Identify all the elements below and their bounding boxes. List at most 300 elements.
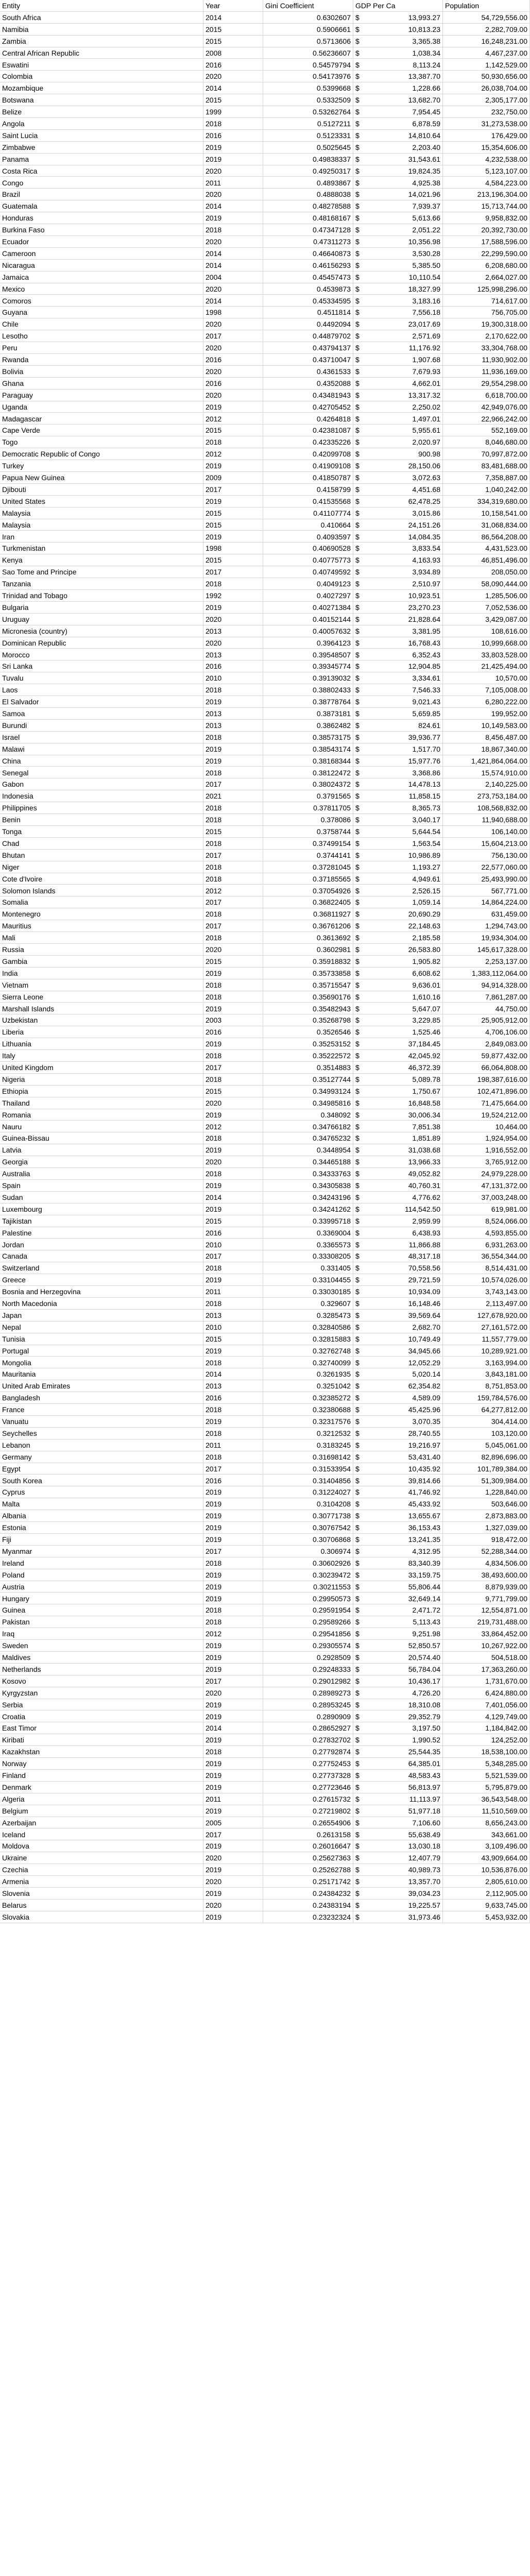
entity-cell[interactable]: Egypt: [0, 1463, 203, 1475]
population-cell[interactable]: 4,706,106.00: [443, 1026, 530, 1038]
gdp-cell[interactable]: [353, 1144, 443, 1156]
year-cell[interactable]: 2019: [203, 1581, 263, 1593]
gini-cell[interactable]: 0.35253152: [263, 1038, 353, 1050]
entity-cell[interactable]: Croatia: [0, 1711, 203, 1723]
population-cell[interactable]: 2,140,225.00: [443, 778, 530, 790]
entity-cell[interactable]: Ghana: [0, 378, 203, 389]
gini-cell[interactable]: 0.27752453: [263, 1758, 353, 1770]
gdp-cell[interactable]: [353, 1086, 443, 1097]
population-cell[interactable]: 103,120.00: [443, 1428, 530, 1439]
year-cell[interactable]: 2010: [203, 1239, 263, 1251]
gini-cell[interactable]: 0.35715547: [263, 979, 353, 991]
gini-cell[interactable]: 0.329607: [263, 1298, 353, 1310]
population-cell[interactable]: 27,161,572.00: [443, 1321, 530, 1333]
gini-cell[interactable]: 0.40152144: [263, 614, 353, 625]
gdp-cell[interactable]: [353, 71, 443, 82]
gini-cell[interactable]: 0.33308205: [263, 1250, 353, 1262]
entity-cell[interactable]: Thailand: [0, 1097, 203, 1109]
entity-cell[interactable]: Mauritius: [0, 920, 203, 932]
entity-cell[interactable]: Peru: [0, 342, 203, 354]
entity-cell[interactable]: Sao Tome and Principe: [0, 566, 203, 578]
year-cell[interactable]: 2020: [203, 1097, 263, 1109]
entity-cell[interactable]: Guatemala: [0, 200, 203, 212]
year-cell[interactable]: 2012: [203, 413, 263, 425]
gdp-cell[interactable]: [353, 1038, 443, 1050]
gdp-cell[interactable]: [353, 401, 443, 413]
year-cell[interactable]: 2018: [203, 838, 263, 850]
entity-cell[interactable]: Hungary: [0, 1593, 203, 1605]
population-cell[interactable]: 19,524,212.00: [443, 1109, 530, 1121]
gini-cell[interactable]: 0.3791565: [263, 790, 353, 802]
year-cell[interactable]: 2017: [203, 1250, 263, 1262]
gini-cell[interactable]: 0.2890909: [263, 1711, 353, 1723]
gini-cell[interactable]: 0.24383194: [263, 1900, 353, 1911]
entity-cell[interactable]: Poland: [0, 1569, 203, 1581]
year-cell[interactable]: 2015: [203, 1086, 263, 1097]
entity-cell[interactable]: Lebanon: [0, 1439, 203, 1451]
population-cell[interactable]: 5,453,932.00: [443, 1911, 530, 1923]
gdp-cell[interactable]: [353, 330, 443, 342]
population-cell[interactable]: 33,864,452.00: [443, 1628, 530, 1640]
gdp-cell[interactable]: [353, 1864, 443, 1876]
gdp-cell[interactable]: [353, 82, 443, 94]
gdp-cell[interactable]: [353, 1475, 443, 1487]
year-cell[interactable]: 2013: [203, 1380, 263, 1392]
gdp-cell[interactable]: [353, 1439, 443, 1451]
year-cell[interactable]: 2018: [203, 979, 263, 991]
entity-cell[interactable]: Mauritania: [0, 1368, 203, 1380]
population-cell[interactable]: 24,979,228.00: [443, 1168, 530, 1180]
year-cell[interactable]: 2019: [203, 531, 263, 543]
gini-cell[interactable]: 0.38168344: [263, 755, 353, 767]
year-cell[interactable]: 2015: [203, 519, 263, 531]
population-cell[interactable]: 33,803,528.00: [443, 649, 530, 661]
population-cell[interactable]: 22,577,060.00: [443, 861, 530, 873]
gini-cell[interactable]: 0.34333763: [263, 1168, 353, 1180]
entity-cell[interactable]: Bosnia and Herzegovina: [0, 1286, 203, 1298]
entity-cell[interactable]: Zambia: [0, 36, 203, 47]
gdp-cell[interactable]: [353, 602, 443, 614]
population-cell[interactable]: 631,459.00: [443, 908, 530, 920]
population-cell[interactable]: 11,940,688.00: [443, 814, 530, 826]
gdp-cell[interactable]: [353, 260, 443, 272]
population-cell[interactable]: 71,475,664.00: [443, 1097, 530, 1109]
year-cell[interactable]: 2018: [203, 802, 263, 814]
year-cell[interactable]: 2019: [203, 1652, 263, 1664]
gdp-cell[interactable]: [353, 12, 443, 24]
year-cell[interactable]: 2013: [203, 625, 263, 637]
gdp-cell[interactable]: [353, 1852, 443, 1864]
entity-cell[interactable]: Gambia: [0, 956, 203, 968]
gini-cell[interactable]: 0.27737328: [263, 1770, 353, 1782]
year-cell[interactable]: 2018: [203, 861, 263, 873]
gdp-cell[interactable]: [353, 1805, 443, 1817]
gdp-cell[interactable]: [353, 531, 443, 543]
gini-cell[interactable]: 0.29589266: [263, 1616, 353, 1628]
entity-cell[interactable]: India: [0, 968, 203, 979]
gdp-cell[interactable]: [353, 1581, 443, 1593]
entity-cell[interactable]: Germany: [0, 1451, 203, 1463]
gdp-cell[interactable]: [353, 1463, 443, 1475]
year-cell[interactable]: 2020: [203, 318, 263, 330]
gdp-cell[interactable]: [353, 460, 443, 472]
gini-cell[interactable]: 0.35482943: [263, 1003, 353, 1015]
population-cell[interactable]: 1,142,529.00: [443, 59, 530, 71]
year-cell[interactable]: 2019: [203, 401, 263, 413]
entity-cell[interactable]: Serbia: [0, 1699, 203, 1711]
gini-cell[interactable]: 0.36761206: [263, 920, 353, 932]
gini-cell[interactable]: 0.44879702: [263, 330, 353, 342]
population-cell[interactable]: 567,771.00: [443, 885, 530, 897]
year-cell[interactable]: 2020: [203, 1852, 263, 1864]
column-header-gdp[interactable]: GDP Per Ca: [353, 0, 443, 12]
gdp-cell[interactable]: [353, 1486, 443, 1498]
gini-cell[interactable]: 0.37499154: [263, 838, 353, 850]
gini-cell[interactable]: 0.40775773: [263, 554, 353, 566]
year-cell[interactable]: 2019: [203, 743, 263, 755]
gdp-cell[interactable]: [353, 236, 443, 248]
population-cell[interactable]: 10,464.00: [443, 1121, 530, 1133]
gdp-cell[interactable]: [353, 354, 443, 366]
population-cell[interactable]: 125,998,296.00: [443, 283, 530, 295]
entity-cell[interactable]: Zimbabwe: [0, 142, 203, 154]
gini-cell[interactable]: 0.35733858: [263, 968, 353, 979]
gini-cell[interactable]: 0.35918832: [263, 956, 353, 968]
gdp-cell[interactable]: [353, 507, 443, 519]
year-cell[interactable]: 2016: [203, 354, 263, 366]
entity-cell[interactable]: Samoa: [0, 708, 203, 720]
year-cell[interactable]: 2012: [203, 1121, 263, 1133]
year-cell[interactable]: 2019: [203, 1416, 263, 1428]
gdp-cell[interactable]: [353, 554, 443, 566]
entity-cell[interactable]: Czechia: [0, 1864, 203, 1876]
population-cell[interactable]: 25,493,990.00: [443, 873, 530, 885]
population-cell[interactable]: 3,743,143.00: [443, 1286, 530, 1298]
gini-cell[interactable]: 0.5025645: [263, 142, 353, 154]
gdp-cell[interactable]: [353, 307, 443, 318]
year-cell[interactable]: 2020: [203, 1900, 263, 1911]
year-cell[interactable]: 2015: [203, 36, 263, 47]
population-cell[interactable]: 10,574,026.00: [443, 1274, 530, 1286]
population-cell[interactable]: 199,952.00: [443, 708, 530, 720]
year-cell[interactable]: 2020: [203, 1687, 263, 1699]
population-cell[interactable]: 7,401,056.00: [443, 1699, 530, 1711]
population-cell[interactable]: 2,282,709.00: [443, 24, 530, 36]
population-cell[interactable]: 58,090,444.00: [443, 578, 530, 590]
entity-cell[interactable]: Senegal: [0, 767, 203, 779]
gini-cell[interactable]: 0.38802433: [263, 684, 353, 696]
gdp-cell[interactable]: [353, 224, 443, 236]
gini-cell[interactable]: 0.27723646: [263, 1782, 353, 1793]
entity-cell[interactable]: Switzerland: [0, 1262, 203, 1274]
year-cell[interactable]: 2018: [203, 767, 263, 779]
gini-cell[interactable]: 0.348092: [263, 1109, 353, 1121]
year-cell[interactable]: 2011: [203, 1793, 263, 1805]
year-cell[interactable]: 2018: [203, 1357, 263, 1369]
gini-cell[interactable]: 0.46156293: [263, 260, 353, 272]
gini-cell[interactable]: 0.27615732: [263, 1793, 353, 1805]
population-cell[interactable]: 11,557,779.00: [443, 1333, 530, 1345]
gdp-cell[interactable]: [353, 1180, 443, 1192]
gdp-cell[interactable]: [353, 1722, 443, 1734]
entity-cell[interactable]: Colombia: [0, 71, 203, 82]
population-cell[interactable]: 304,414.00: [443, 1416, 530, 1428]
gini-cell[interactable]: 0.32840586: [263, 1321, 353, 1333]
population-cell[interactable]: 11,510,569.00: [443, 1805, 530, 1817]
gini-cell[interactable]: 0.32380688: [263, 1404, 353, 1416]
entity-cell[interactable]: Armenia: [0, 1876, 203, 1888]
population-cell[interactable]: 15,604,213.00: [443, 838, 530, 850]
entity-cell[interactable]: Panama: [0, 154, 203, 165]
year-cell[interactable]: 2015: [203, 826, 263, 838]
population-cell[interactable]: 619,981.00: [443, 1204, 530, 1215]
gini-cell[interactable]: 0.331405: [263, 1262, 353, 1274]
entity-cell[interactable]: Guinea: [0, 1604, 203, 1616]
entity-cell[interactable]: Algeria: [0, 1793, 203, 1805]
entity-cell[interactable]: Eswatini: [0, 59, 203, 71]
entity-cell[interactable]: Kosovo: [0, 1675, 203, 1687]
gini-cell[interactable]: 0.37811705: [263, 802, 353, 814]
year-cell[interactable]: 2018: [203, 1428, 263, 1439]
entity-cell[interactable]: Lithuania: [0, 1038, 203, 1050]
year-cell[interactable]: 2019: [203, 1758, 263, 1770]
population-cell[interactable]: 8,046,680.00: [443, 436, 530, 448]
gini-cell[interactable]: 0.47311273: [263, 236, 353, 248]
gdp-cell[interactable]: [353, 1616, 443, 1628]
year-cell[interactable]: 2016: [203, 59, 263, 71]
year-cell[interactable]: 2019: [203, 142, 263, 154]
year-cell[interactable]: 2015: [203, 507, 263, 519]
entity-cell[interactable]: Benin: [0, 814, 203, 826]
gini-cell[interactable]: 0.3613692: [263, 932, 353, 944]
gini-cell[interactable]: 0.3602981: [263, 944, 353, 956]
gini-cell[interactable]: 0.37185565: [263, 873, 353, 885]
year-cell[interactable]: 2018: [203, 1604, 263, 1616]
population-cell[interactable]: 17,588,596.00: [443, 236, 530, 248]
entity-cell[interactable]: Sri Lanka: [0, 660, 203, 672]
gdp-cell[interactable]: [353, 672, 443, 684]
population-cell[interactable]: 101,789,384.00: [443, 1463, 530, 1475]
gdp-cell[interactable]: [353, 778, 443, 790]
gdp-cell[interactable]: [353, 200, 443, 212]
year-cell[interactable]: 2018: [203, 684, 263, 696]
gdp-cell[interactable]: [353, 1888, 443, 1900]
entity-cell[interactable]: Jamaica: [0, 272, 203, 283]
population-cell[interactable]: 10,536,876.00: [443, 1864, 530, 1876]
gini-cell[interactable]: 0.32317576: [263, 1416, 353, 1428]
entity-cell[interactable]: Ethiopia: [0, 1086, 203, 1097]
year-cell[interactable]: 2013: [203, 708, 263, 720]
year-cell[interactable]: 2018: [203, 1404, 263, 1416]
gini-cell[interactable]: 0.30211553: [263, 1581, 353, 1593]
entity-cell[interactable]: United States: [0, 496, 203, 507]
gini-cell[interactable]: 0.3285473: [263, 1310, 353, 1321]
entity-cell[interactable]: Rwanda: [0, 354, 203, 366]
gdp-cell[interactable]: [353, 318, 443, 330]
entity-cell[interactable]: Philippines: [0, 802, 203, 814]
gini-cell[interactable]: 0.4049123: [263, 578, 353, 590]
entity-cell[interactable]: Morocco: [0, 649, 203, 661]
entity-cell[interactable]: Madagascar: [0, 413, 203, 425]
entity-cell[interactable]: Slovenia: [0, 1888, 203, 1900]
year-cell[interactable]: 2020: [203, 165, 263, 177]
entity-cell[interactable]: Mongolia: [0, 1357, 203, 1369]
gini-cell[interactable]: 0.3526546: [263, 1026, 353, 1038]
population-cell[interactable]: 70,997,872.00: [443, 448, 530, 460]
year-cell[interactable]: 2019: [203, 212, 263, 224]
gini-cell[interactable]: 0.25262788: [263, 1864, 353, 1876]
year-cell[interactable]: 2019: [203, 1640, 263, 1652]
year-cell[interactable]: 2019: [203, 460, 263, 472]
entity-cell[interactable]: Jordan: [0, 1239, 203, 1251]
entity-cell[interactable]: Chad: [0, 838, 203, 850]
entity-cell[interactable]: Slovakia: [0, 1911, 203, 1923]
population-cell[interactable]: 2,113,497.00: [443, 1298, 530, 1310]
entity-cell[interactable]: Fiji: [0, 1534, 203, 1546]
population-cell[interactable]: 15,354,606.00: [443, 142, 530, 154]
population-cell[interactable]: 9,958,832.00: [443, 212, 530, 224]
gini-cell[interactable]: 0.48168167: [263, 212, 353, 224]
column-header-population[interactable]: Population: [443, 0, 530, 12]
gini-cell[interactable]: 0.39548507: [263, 649, 353, 661]
entity-cell[interactable]: Saint Lucia: [0, 130, 203, 142]
gini-cell[interactable]: 0.40271384: [263, 602, 353, 614]
gini-cell[interactable]: 0.36822405: [263, 896, 353, 908]
year-cell[interactable]: 2018: [203, 1298, 263, 1310]
gdp-cell[interactable]: [353, 696, 443, 708]
gdp-cell[interactable]: [353, 1900, 443, 1911]
population-cell[interactable]: 19,934,304.00: [443, 932, 530, 944]
entity-cell[interactable]: Togo: [0, 436, 203, 448]
gdp-cell[interactable]: [353, 378, 443, 389]
population-cell[interactable]: 4,431,523.00: [443, 543, 530, 554]
entity-cell[interactable]: Democratic Republic of Congo: [0, 448, 203, 460]
gdp-cell[interactable]: [353, 425, 443, 436]
year-cell[interactable]: 2008: [203, 47, 263, 59]
population-cell[interactable]: 2,305,177.00: [443, 94, 530, 106]
entity-cell[interactable]: Lesotho: [0, 330, 203, 342]
gini-cell[interactable]: 0.3862482: [263, 720, 353, 732]
gdp-cell[interactable]: [353, 1640, 443, 1652]
year-cell[interactable]: 2019: [203, 1569, 263, 1581]
population-cell[interactable]: 2,664,027.00: [443, 272, 530, 283]
gdp-cell[interactable]: [353, 802, 443, 814]
population-cell[interactable]: 2,805,610.00: [443, 1876, 530, 1888]
year-cell[interactable]: 2019: [203, 1003, 263, 1015]
entity-cell[interactable]: Ireland: [0, 1557, 203, 1569]
gdp-cell[interactable]: [353, 838, 443, 850]
gdp-cell[interactable]: [353, 614, 443, 625]
entity-cell[interactable]: Liberia: [0, 1026, 203, 1038]
gini-cell[interactable]: 0.42099708: [263, 448, 353, 460]
year-cell[interactable]: 1998: [203, 307, 263, 318]
population-cell[interactable]: 17,363,260.00: [443, 1664, 530, 1675]
year-cell[interactable]: 2019: [203, 1204, 263, 1215]
gdp-cell[interactable]: [353, 1333, 443, 1345]
entity-cell[interactable]: China: [0, 755, 203, 767]
gdp-cell[interactable]: [353, 1239, 443, 1251]
gini-cell[interactable]: 0.42705452: [263, 401, 353, 413]
entity-cell[interactable]: Burundi: [0, 720, 203, 732]
population-cell[interactable]: 3,765,912.00: [443, 1156, 530, 1168]
gdp-cell[interactable]: [353, 436, 443, 448]
gdp-cell[interactable]: [353, 1510, 443, 1522]
year-cell[interactable]: 2018: [203, 932, 263, 944]
entity-cell[interactable]: Norway: [0, 1758, 203, 1770]
gdp-cell[interactable]: [353, 212, 443, 224]
gdp-cell[interactable]: [353, 637, 443, 649]
population-cell[interactable]: 343,661.00: [443, 1829, 530, 1841]
year-cell[interactable]: 2010: [203, 672, 263, 684]
year-cell[interactable]: 2019: [203, 1911, 263, 1923]
population-cell[interactable]: 108,568,832.00: [443, 802, 530, 814]
gdp-cell[interactable]: [353, 1003, 443, 1015]
gini-cell[interactable]: 0.28953245: [263, 1699, 353, 1711]
year-cell[interactable]: 2015: [203, 554, 263, 566]
entity-cell[interactable]: Vanuatu: [0, 1416, 203, 1428]
population-cell[interactable]: 43,909,664.00: [443, 1852, 530, 1864]
gdp-cell[interactable]: [353, 1168, 443, 1180]
population-cell[interactable]: 82,896,696.00: [443, 1451, 530, 1463]
gdp-cell[interactable]: [353, 1652, 443, 1664]
gini-cell[interactable]: 0.49250317: [263, 165, 353, 177]
year-cell[interactable]: 2012: [203, 448, 263, 460]
column-header-entity[interactable]: Entity: [0, 0, 203, 12]
entity-cell[interactable]: Austria: [0, 1581, 203, 1593]
gdp-cell[interactable]: [353, 118, 443, 130]
gdp-cell[interactable]: [353, 991, 443, 1003]
gdp-cell[interactable]: [353, 1734, 443, 1746]
entity-cell[interactable]: Canada: [0, 1250, 203, 1262]
population-cell[interactable]: 213,196,304.00: [443, 189, 530, 200]
gdp-cell[interactable]: [353, 944, 443, 956]
year-cell[interactable]: 2019: [203, 1498, 263, 1510]
year-cell[interactable]: 2018: [203, 118, 263, 130]
gini-cell[interactable]: 0.35690176: [263, 991, 353, 1003]
year-cell[interactable]: 2013: [203, 649, 263, 661]
entity-cell[interactable]: North Macedonia: [0, 1298, 203, 1310]
population-cell[interactable]: 6,280,222.00: [443, 696, 530, 708]
year-cell[interactable]: 2019: [203, 1038, 263, 1050]
year-cell[interactable]: 2020: [203, 366, 263, 378]
population-cell[interactable]: 334,319,680.00: [443, 496, 530, 507]
gini-cell[interactable]: 0.38573175: [263, 732, 353, 743]
gdp-cell[interactable]: [353, 1357, 443, 1369]
year-cell[interactable]: 2018: [203, 908, 263, 920]
population-cell[interactable]: 22,966,242.00: [443, 413, 530, 425]
gini-cell[interactable]: 0.34243196: [263, 1192, 353, 1204]
population-cell[interactable]: 21,425,494.00: [443, 660, 530, 672]
gdp-cell[interactable]: [353, 1345, 443, 1357]
gini-cell[interactable]: 0.32740099: [263, 1357, 353, 1369]
year-cell[interactable]: 2020: [203, 236, 263, 248]
year-cell[interactable]: 2018: [203, 1168, 263, 1180]
year-cell[interactable]: 2020: [203, 283, 263, 295]
population-cell[interactable]: 1,924,954.00: [443, 1132, 530, 1144]
gini-cell[interactable]: 0.27792874: [263, 1746, 353, 1758]
population-cell[interactable]: 219,731,488.00: [443, 1616, 530, 1628]
population-cell[interactable]: 16,248,231.00: [443, 36, 530, 47]
gdp-cell[interactable]: [353, 366, 443, 378]
population-cell[interactable]: 8,524,066.00: [443, 1215, 530, 1227]
population-cell[interactable]: 42,949,076.00: [443, 401, 530, 413]
year-cell[interactable]: 2011: [203, 177, 263, 189]
gdp-cell[interactable]: [353, 1250, 443, 1262]
gini-cell[interactable]: 0.32385272: [263, 1392, 353, 1404]
gdp-cell[interactable]: [353, 1534, 443, 1546]
year-cell[interactable]: 2014: [203, 248, 263, 260]
population-cell[interactable]: 3,163,994.00: [443, 1357, 530, 1369]
